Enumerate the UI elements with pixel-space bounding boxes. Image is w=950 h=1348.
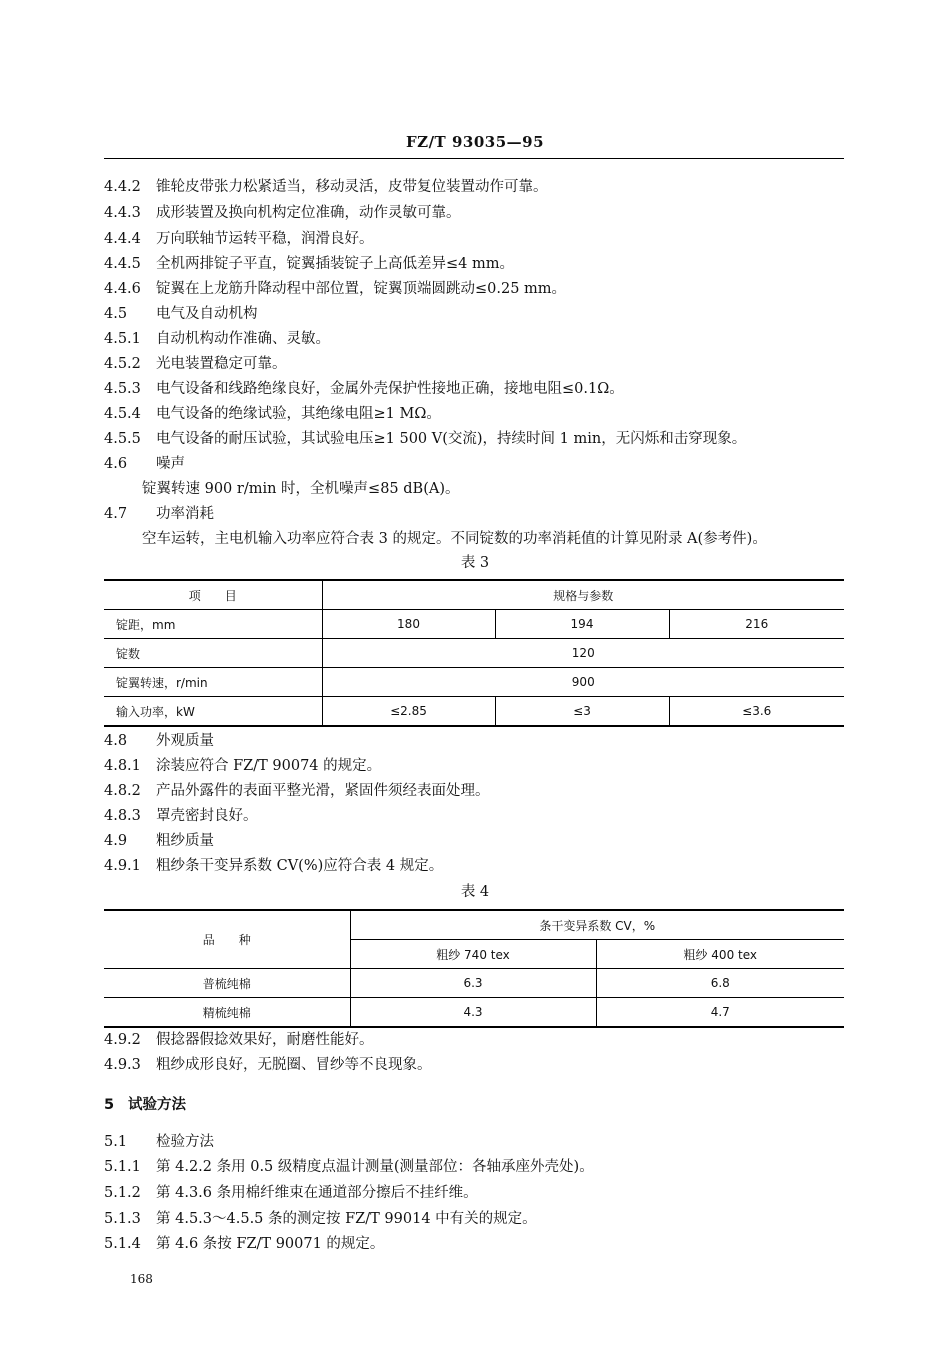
table-header-cell: 品 种	[104, 910, 350, 969]
header-rule	[104, 158, 844, 159]
table-cell: 4.3	[350, 998, 596, 1028]
table-cell: 6.3	[350, 969, 596, 998]
clause-heading: 4.5 电气及自动机构	[104, 306, 258, 322]
clause-heading: 4.6 噪声	[104, 456, 185, 472]
clause-line: 4.5.5 电气设备的耐压试验，其试验电压≥1 500 V(交流)，持续时间 1 min，无闪烁和击穿现象。	[104, 431, 747, 447]
clause-line: 4.5.2 光电装置稳定可靠。	[104, 356, 287, 372]
table-row	[104, 998, 844, 1028]
table-header-cell: 项 目	[104, 580, 322, 610]
table-cell: ≤3.6	[669, 697, 844, 727]
table-cell: 216	[669, 610, 844, 639]
table-header-row	[104, 580, 844, 610]
clause-line: 4.8.2 产品外露件的表面平整光滑，紧固件须经表面处理。	[104, 783, 490, 799]
table-cell: 194	[495, 610, 669, 639]
table-cell: ≤3	[495, 697, 669, 727]
clause-line: 4.5.4 电气设备的绝缘试验，其绝缘电阻≥1 MΩ。	[104, 406, 441, 422]
clause-line: 5.1.3 第 4.5.3～4.5.5 条的测定按 FZ/T 99014 中有关的规定。	[104, 1211, 537, 1227]
table4	[104, 909, 844, 1028]
page-number: 168	[130, 1272, 153, 1286]
clause-heading: 4.9 粗纱质量	[104, 833, 214, 849]
table-header-cell: 粗纱 400 tex	[596, 940, 844, 969]
table-header-cell: 条干变异系数 CV，%	[350, 910, 844, 940]
table-cell: 锭翼转速，r/min	[104, 668, 322, 697]
clause-line: 4.4.5 全机两排锭子平直，锭翼插装锭子上高低差异≤4 mm。	[104, 256, 514, 272]
clause-line: 5.1.2 第 4.3.6 条用棉纤维束在通道部分擦后不挂纤维。	[104, 1185, 478, 1201]
clause-line: 4.9.2 假捻器假捻效果好，耐磨性能好。	[104, 1032, 374, 1048]
table-header-cell: 规格与参数	[322, 580, 844, 610]
clause-body: 锭翼转速 900 r/min 时，全机噪声≤85 dB(A)。	[142, 481, 460, 497]
table-row	[104, 969, 844, 998]
clause-line: 4.4.4 万向联轴节运转平稳，润滑良好。	[104, 231, 374, 247]
clause-line: 4.8.3 罩壳密封良好。	[104, 808, 258, 824]
table-cell: ≤2.85	[322, 697, 495, 727]
table-cell: 输入功率，kW	[104, 697, 322, 727]
table-cell: 6.8	[596, 969, 844, 998]
clause-line: 4.9.1 粗纱条干变异系数 CV(%)应符合表 4 规定。	[104, 858, 444, 874]
clause-line: 4.5.1 自动机构动作准确、灵敏。	[104, 331, 330, 347]
table4-caption: 表 4	[460, 884, 490, 900]
table-header-cell: 粗纱 740 tex	[350, 940, 596, 969]
table-cell: 180	[322, 610, 495, 639]
table-cell: 锭距，mm	[104, 610, 322, 639]
section-heading: 5 试验方法	[104, 1097, 186, 1113]
clause-heading: 4.7 功率消耗	[104, 506, 214, 522]
clause-body: 空车运转，主电机输入功率应符合表 3 的规定。不同锭数的功率消耗值的计算见附录 A(参考件)。	[142, 531, 767, 547]
clause-line: 4.4.2 锥轮皮带张力松紧适当，移动灵活，皮带复位装置动作可靠。	[104, 179, 548, 195]
table-cell: 4.7	[596, 998, 844, 1028]
table3-caption: 表 3	[460, 555, 490, 571]
table-cell: 普梳纯棉	[104, 969, 350, 998]
table-header-row	[104, 910, 844, 940]
table-row	[104, 610, 844, 639]
clause-line: 4.5.3 电气设备和线路绝缘良好，金属外壳保护性接地正确，接地电阻≤0.1Ω。	[104, 381, 624, 397]
table-row	[104, 668, 844, 697]
clause-heading: 4.8 外观质量	[104, 733, 214, 749]
table-cell: 锭数	[104, 639, 322, 668]
clause-line: 4.4.6 锭翼在上龙筋升降动程中部位置，锭翼顶端圆跳动≤0.25 mm。	[104, 281, 567, 297]
document-code: FZ/T 93035—95	[405, 133, 545, 151]
clause-line: 4.9.3 粗纱成形良好，无脱圈、冒纱等不良现象。	[104, 1057, 432, 1073]
table-row	[104, 697, 844, 727]
table-cell: 120	[322, 639, 844, 668]
clause-heading: 5.1 检验方法	[104, 1134, 214, 1150]
table-cell: 900	[322, 668, 844, 697]
clause-line: 4.4.3 成形装置及换向机构定位准确，动作灵敏可靠。	[104, 205, 461, 221]
clause-line: 5.1.1 第 4.2.2 条用 0.5 级精度点温计测量(测量部位：各轴承座外壳处)。	[104, 1159, 594, 1175]
table3	[104, 579, 844, 727]
clause-line: 4.8.1 涂装应符合 FZ/T 90074 的规定。	[104, 758, 382, 774]
table-row	[104, 639, 844, 668]
table-cell: 精梳纯棉	[104, 998, 350, 1028]
clause-line: 5.1.4 第 4.6 条按 FZ/T 90071 的规定。	[104, 1236, 385, 1252]
